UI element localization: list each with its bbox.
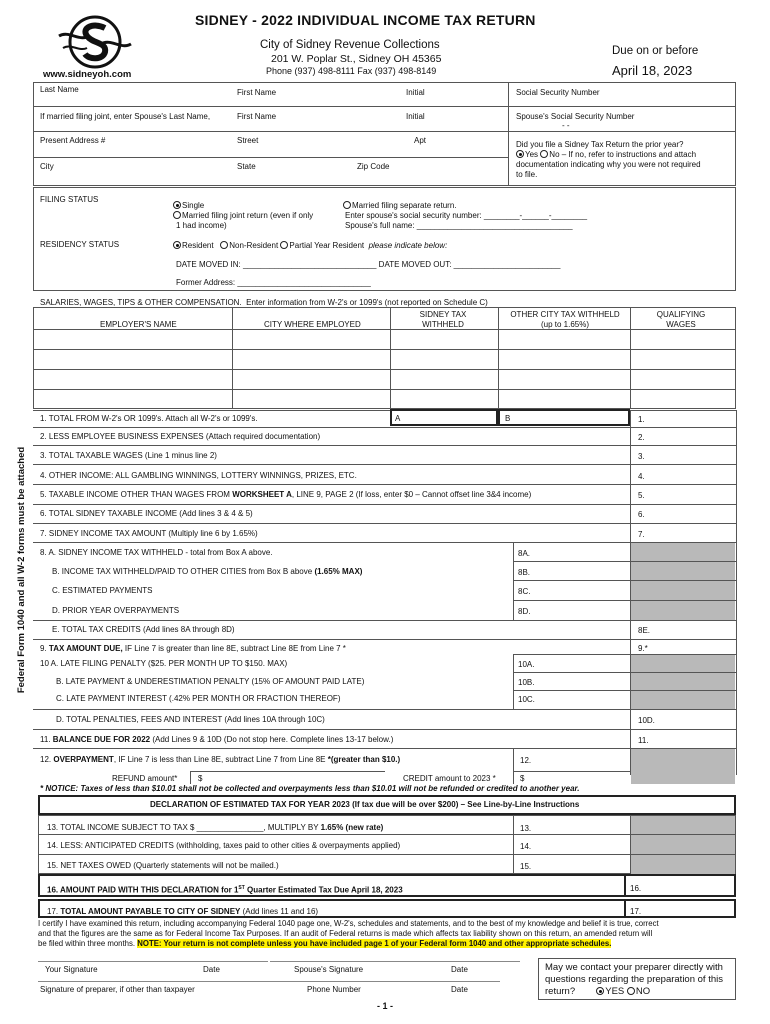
line-10b-entry[interactable]: 10B. xyxy=(518,678,535,687)
col-sidney-withheld: SIDNEY TAX WITHHELD xyxy=(419,310,467,329)
first-name-field[interactable]: First Name xyxy=(237,88,277,97)
line-2-label: 2. LESS EMPLOYEE BUSINESS EXPENSES (Attach required documentation) xyxy=(40,432,321,441)
partial-radio[interactable] xyxy=(280,241,288,249)
contact-question-3: return? YES NO xyxy=(545,986,651,997)
contact-question-1: May we contact your preparer directly with xyxy=(545,962,723,973)
line-10d-label: D. TOTAL PENALTIES, FEES AND INTEREST (Add lines 10A through 10C) xyxy=(56,715,325,724)
col-other-city-withheld: OTHER CITY TAX WITHHELD (up to 1.65%) xyxy=(510,310,620,329)
spouse-ssn-entry[interactable]: Enter spouse's social security number: ________-______-________ xyxy=(345,211,588,220)
line-12-entry[interactable]: 12. xyxy=(520,756,532,765)
org-phone: Phone (937) 498-8111 Fax (937) 498-8149 xyxy=(266,66,437,76)
page-number: - 1 - xyxy=(377,1001,394,1011)
your-signature-label: Your Signature xyxy=(45,965,98,974)
line-3-label: 3. TOTAL TAXABLE WAGES (Line 1 minus line 2) xyxy=(40,451,217,460)
single-radio[interactable] xyxy=(173,201,181,209)
preparer-signature-line[interactable] xyxy=(38,981,268,982)
former-address-field[interactable]: Former Address: ______________________________ xyxy=(176,278,371,287)
prior-year-question: Did you file a Sidney Tax Return the prior year? xyxy=(516,140,684,149)
line-12-label: 12. OVERPAYMENT, IF Line 7 is less than Line 8E, subtract Line 7 from Line 8E *(greater than $10.) xyxy=(40,755,401,764)
col-qualifying-wages: QUALIFYING WAGES xyxy=(656,310,706,329)
prior-note-line2: to file. xyxy=(516,170,538,179)
line-10c-entry[interactable]: 10C. xyxy=(518,695,535,704)
prior-yes-radio[interactable] xyxy=(516,150,524,158)
line-8c-label: C. ESTIMATED PAYMENTS xyxy=(52,586,153,595)
line-9-label: 9. TAX AMOUNT DUE, IF Line 7 is greater than line 8E, subtract Line 8E from Line 7 * xyxy=(40,644,346,653)
line-1-label: 1. TOTAL FROM W-2's OR 1099's. Attach all W-2's or 1099's. xyxy=(40,414,258,423)
line-7-entry[interactable]: 7. xyxy=(638,530,645,539)
filing-status-label: FILING STATUS xyxy=(40,195,99,204)
certify-line-2: and that the figures are the same as for Federal Income Tax Purposes. If an audit of Federal returns is made which affects tax liability shown on this return, an amended return will xyxy=(38,929,653,938)
line-10a-label: 10 A. LATE FILING PENALTY ($25. PER MONTH UP TO $150. MAX) xyxy=(40,659,288,668)
line-16-entry[interactable]: 16. xyxy=(630,884,642,893)
state-field[interactable]: State xyxy=(237,162,256,171)
org-name: City of Sidney Revenue Collections xyxy=(260,39,440,51)
line-11-label: 11. BALANCE DUE FOR 2022 (Add Lines 9 & 10D (Do not stop here. Complete lines 13-17 below.) xyxy=(40,735,394,744)
spouse-initial-field[interactable]: Initial xyxy=(406,112,425,121)
line-17-entry[interactable]: 17. xyxy=(630,907,642,916)
prior-year-options xyxy=(516,150,696,160)
certify-line-1: I certify I have examined this return, including accompanying Federal 1040 page one, W-2's, schedules and statements, and to the best of my knowledge and belief it is true, correct xyxy=(38,919,659,928)
apt-field[interactable]: Apt xyxy=(414,136,427,145)
line-8a-label: 8. A. SIDNEY INCOME TAX WITHHELD - total from Box A above. xyxy=(40,548,273,557)
prior-note-line1: documentation indicating why you were not required xyxy=(516,160,701,169)
spouse-signature-label: Spouse's Signature xyxy=(294,965,364,974)
due-label: Due on or before xyxy=(612,45,699,57)
refund-label: REFUND amount* xyxy=(112,774,178,783)
line-15-entry[interactable]: 15. xyxy=(520,862,532,871)
credit-label: CREDIT amount to 2023 * xyxy=(403,774,496,783)
contact-question-2: questions regarding the preparation of this xyxy=(545,974,723,985)
spouse-name-entry[interactable]: Spouse's full name: ___________________________________ xyxy=(345,221,573,230)
notice-text: * NOTICE: Taxes of less than $10.01 shall not be collected and overpayments less than $10.01 will not be refunded or credited to another year. xyxy=(40,784,580,793)
line-16-label: 16. AMOUNT PAID WITH THIS DECLARATION for 1ST Quarter Estimated Tax Due April 18, 2023 xyxy=(47,885,403,895)
line-11-entry[interactable]: 11. xyxy=(638,736,649,745)
initial-field[interactable]: Initial xyxy=(406,88,425,97)
line-8c-entry[interactable]: 8C. xyxy=(518,587,531,596)
form-title: SIDNEY - 2022 INDIVIDUAL INCOME TAX RETURN xyxy=(195,12,536,28)
filing-joint-note: 1 had income) xyxy=(176,221,227,230)
preparer-signature-label: Signature of preparer, if other than taxpayer xyxy=(40,985,195,994)
spouse-signature-line[interactable] xyxy=(270,961,520,962)
credit-amount-field[interactable] xyxy=(513,771,631,784)
prior-no-label: No – If no, refer to instructions and attach xyxy=(549,150,697,159)
spouse-ssn-dashes: - - xyxy=(562,121,570,130)
side-attachment-note: Federal Form 1040 and all W-2 forms must be attached xyxy=(16,446,27,694)
col-city-employed: CITY WHERE EMPLOYED xyxy=(264,320,361,329)
line-8a-entry[interactable]: 8A. xyxy=(518,549,531,558)
line-10b-label: B. LATE PAYMENT & UNDERESTIMATION PENALTY (15% OF AMOUNT PAID LATE) xyxy=(56,677,365,686)
city-field[interactable]: City xyxy=(40,162,54,171)
org-address: 201 W. Poplar St., Sidney OH 45365 xyxy=(271,53,442,65)
col-employer-name: EMPLOYER'S NAME xyxy=(100,320,177,329)
refund-amount-field[interactable] xyxy=(190,771,385,784)
joint-radio[interactable] xyxy=(173,211,181,219)
residency-options: Resident Non-Resident Partial Year Resident please indicate below: xyxy=(173,241,447,251)
city-logo xyxy=(55,14,135,70)
certify-line-3: be filed within three months. NOTE: Your return is not complete unless you have included page 1 of your Federal form 1040 and other appropriate schedules. xyxy=(38,939,612,948)
phone-number-label: Phone Number xyxy=(307,985,361,994)
date-label-1: Date xyxy=(203,965,220,974)
line-8b-label: B. INCOME TAX WITHHELD/PAID TO OTHER CITIES from Box B above (1.65% MAX) xyxy=(52,567,363,576)
line-14-entry[interactable]: 14. xyxy=(520,842,532,851)
line-2-entry[interactable]: 2. xyxy=(638,433,645,442)
resident-radio[interactable] xyxy=(173,241,181,249)
contact-no-radio[interactable] xyxy=(627,987,635,995)
line-4-label: 4. OTHER INCOME: ALL GAMBLING WINNINGS, LOTTERY WINNINGS, PRIZES, ETC. xyxy=(40,471,357,480)
line-8e-label: E. TOTAL TAX CREDITS (Add lines 8A through 8D) xyxy=(52,625,235,634)
line-14-label: 14. LESS: ANTICIPATED CREDITS (withholding, taxes paid to other cities & overpayments applied) xyxy=(47,841,401,850)
date-label-2: Date xyxy=(451,965,468,974)
separate-radio[interactable] xyxy=(343,201,351,209)
line-4-entry[interactable]: 4. xyxy=(638,472,645,481)
spouse-ssn-field[interactable]: Spouse's Social Security Number xyxy=(516,112,635,121)
line-8b-entry[interactable]: 8B. xyxy=(518,568,531,577)
nonresident-radio[interactable] xyxy=(220,241,228,249)
preparer-phone-line[interactable] xyxy=(250,981,500,982)
street-field[interactable]: Street xyxy=(237,136,259,145)
zip-field[interactable]: Zip Code xyxy=(357,162,390,171)
prior-no-radio[interactable] xyxy=(540,150,548,158)
line-6-entry[interactable]: 6. xyxy=(638,510,645,519)
line-3-entry[interactable]: 3. xyxy=(638,452,645,461)
credit-dollar: $ xyxy=(520,774,525,783)
line-10d-entry[interactable]: 10D. xyxy=(638,716,655,725)
certify-note: NOTE: Your return is not complete unless you have included page 1 of your Federal form 1040 and other appropriate schedules. xyxy=(137,939,612,948)
your-signature-line[interactable] xyxy=(38,961,268,962)
spouse-first-name-field[interactable]: First Name xyxy=(237,112,277,121)
line-17-label: 17. TOTAL AMOUNT PAYABLE TO CITY OF SIDNEY (Add lines 11 and 16) xyxy=(47,907,319,916)
line-7-label: 7. SIDNEY INCOME TAX AMOUNT (Multiply line 6 by 1.65%) xyxy=(40,529,258,538)
line-13-label: 13. TOTAL INCOME SUBJECT TO TAX $ _______________, MULTIPLY BY 1.65% (new rate) xyxy=(47,823,384,832)
ssn-field[interactable]: Social Security Number xyxy=(516,88,600,97)
filing-single-option: Single xyxy=(173,201,204,211)
line-8d-entry[interactable]: 8D. xyxy=(518,607,531,616)
filing-separate-option: Married filing separate return. xyxy=(343,201,457,211)
line-1-entry[interactable]: 1. xyxy=(638,415,645,424)
line-13-entry[interactable]: 13. xyxy=(520,824,532,833)
residency-status-label: RESIDENCY STATUS xyxy=(40,240,120,249)
prior-yes-label: Yes xyxy=(525,150,539,159)
refund-dollar: $ xyxy=(198,774,203,783)
last-name-field[interactable]: Last Name xyxy=(40,85,79,94)
spouse-last-name-field[interactable]: If married filing joint, enter Spouse's Last Name, xyxy=(40,112,211,121)
line-6-label: 6. TOTAL SIDNEY TAXABLE INCOME (Add lines 3 & 4 & 5) xyxy=(40,509,253,518)
filing-joint-option: Married filing joint return (even if only xyxy=(173,211,313,221)
line-5-entry[interactable]: 5. xyxy=(638,491,645,500)
box-b[interactable]: B xyxy=(505,414,511,423)
box-a[interactable]: A xyxy=(395,414,401,423)
line-8d-label: D. PRIOR YEAR OVERPAYMENTS xyxy=(52,606,180,615)
line-15-label: 15. NET TAXES OWED (Quarterly statements will not be mailed.) xyxy=(47,861,279,870)
date-label-3: Date xyxy=(451,985,468,994)
line-5-label: 5. TAXABLE INCOME OTHER THAN WAGES FROM WORKSHEET A, LINE 9, PAGE 2 (If loss, enter $0 – Cannot offset line 3&4 income) xyxy=(40,490,532,499)
website[interactable]: www.sidneyoh.com xyxy=(43,69,132,80)
line-10c-label: C. LATE PAYMENT INTEREST (.42% PER MONTH OR FRACTION THEREOF) xyxy=(56,694,341,703)
line-10a-entry[interactable]: 10A. xyxy=(518,660,535,669)
line-9-entry[interactable]: 9.* xyxy=(638,644,648,653)
address-field[interactable]: Present Address # xyxy=(40,136,106,145)
date-moved-fields[interactable]: DATE MOVED IN: ______________________________ DATE MOVED OUT: ________________________ xyxy=(176,260,561,269)
line-8e-entry[interactable]: 8E. xyxy=(638,626,651,635)
declaration-title: DECLARATION OF ESTIMATED TAX FOR YEAR 2023 (If tax due will be over $200) – See Line-by-Line Instructions xyxy=(150,800,580,809)
contact-yes-radio[interactable] xyxy=(596,987,604,995)
wages-heading: SALARIES, WAGES, TIPS & OTHER COMPENSATION. Enter information from W-2's or 1099's (not reported on Schedule C) xyxy=(40,298,488,307)
due-date: April 18, 2023 xyxy=(612,63,693,78)
